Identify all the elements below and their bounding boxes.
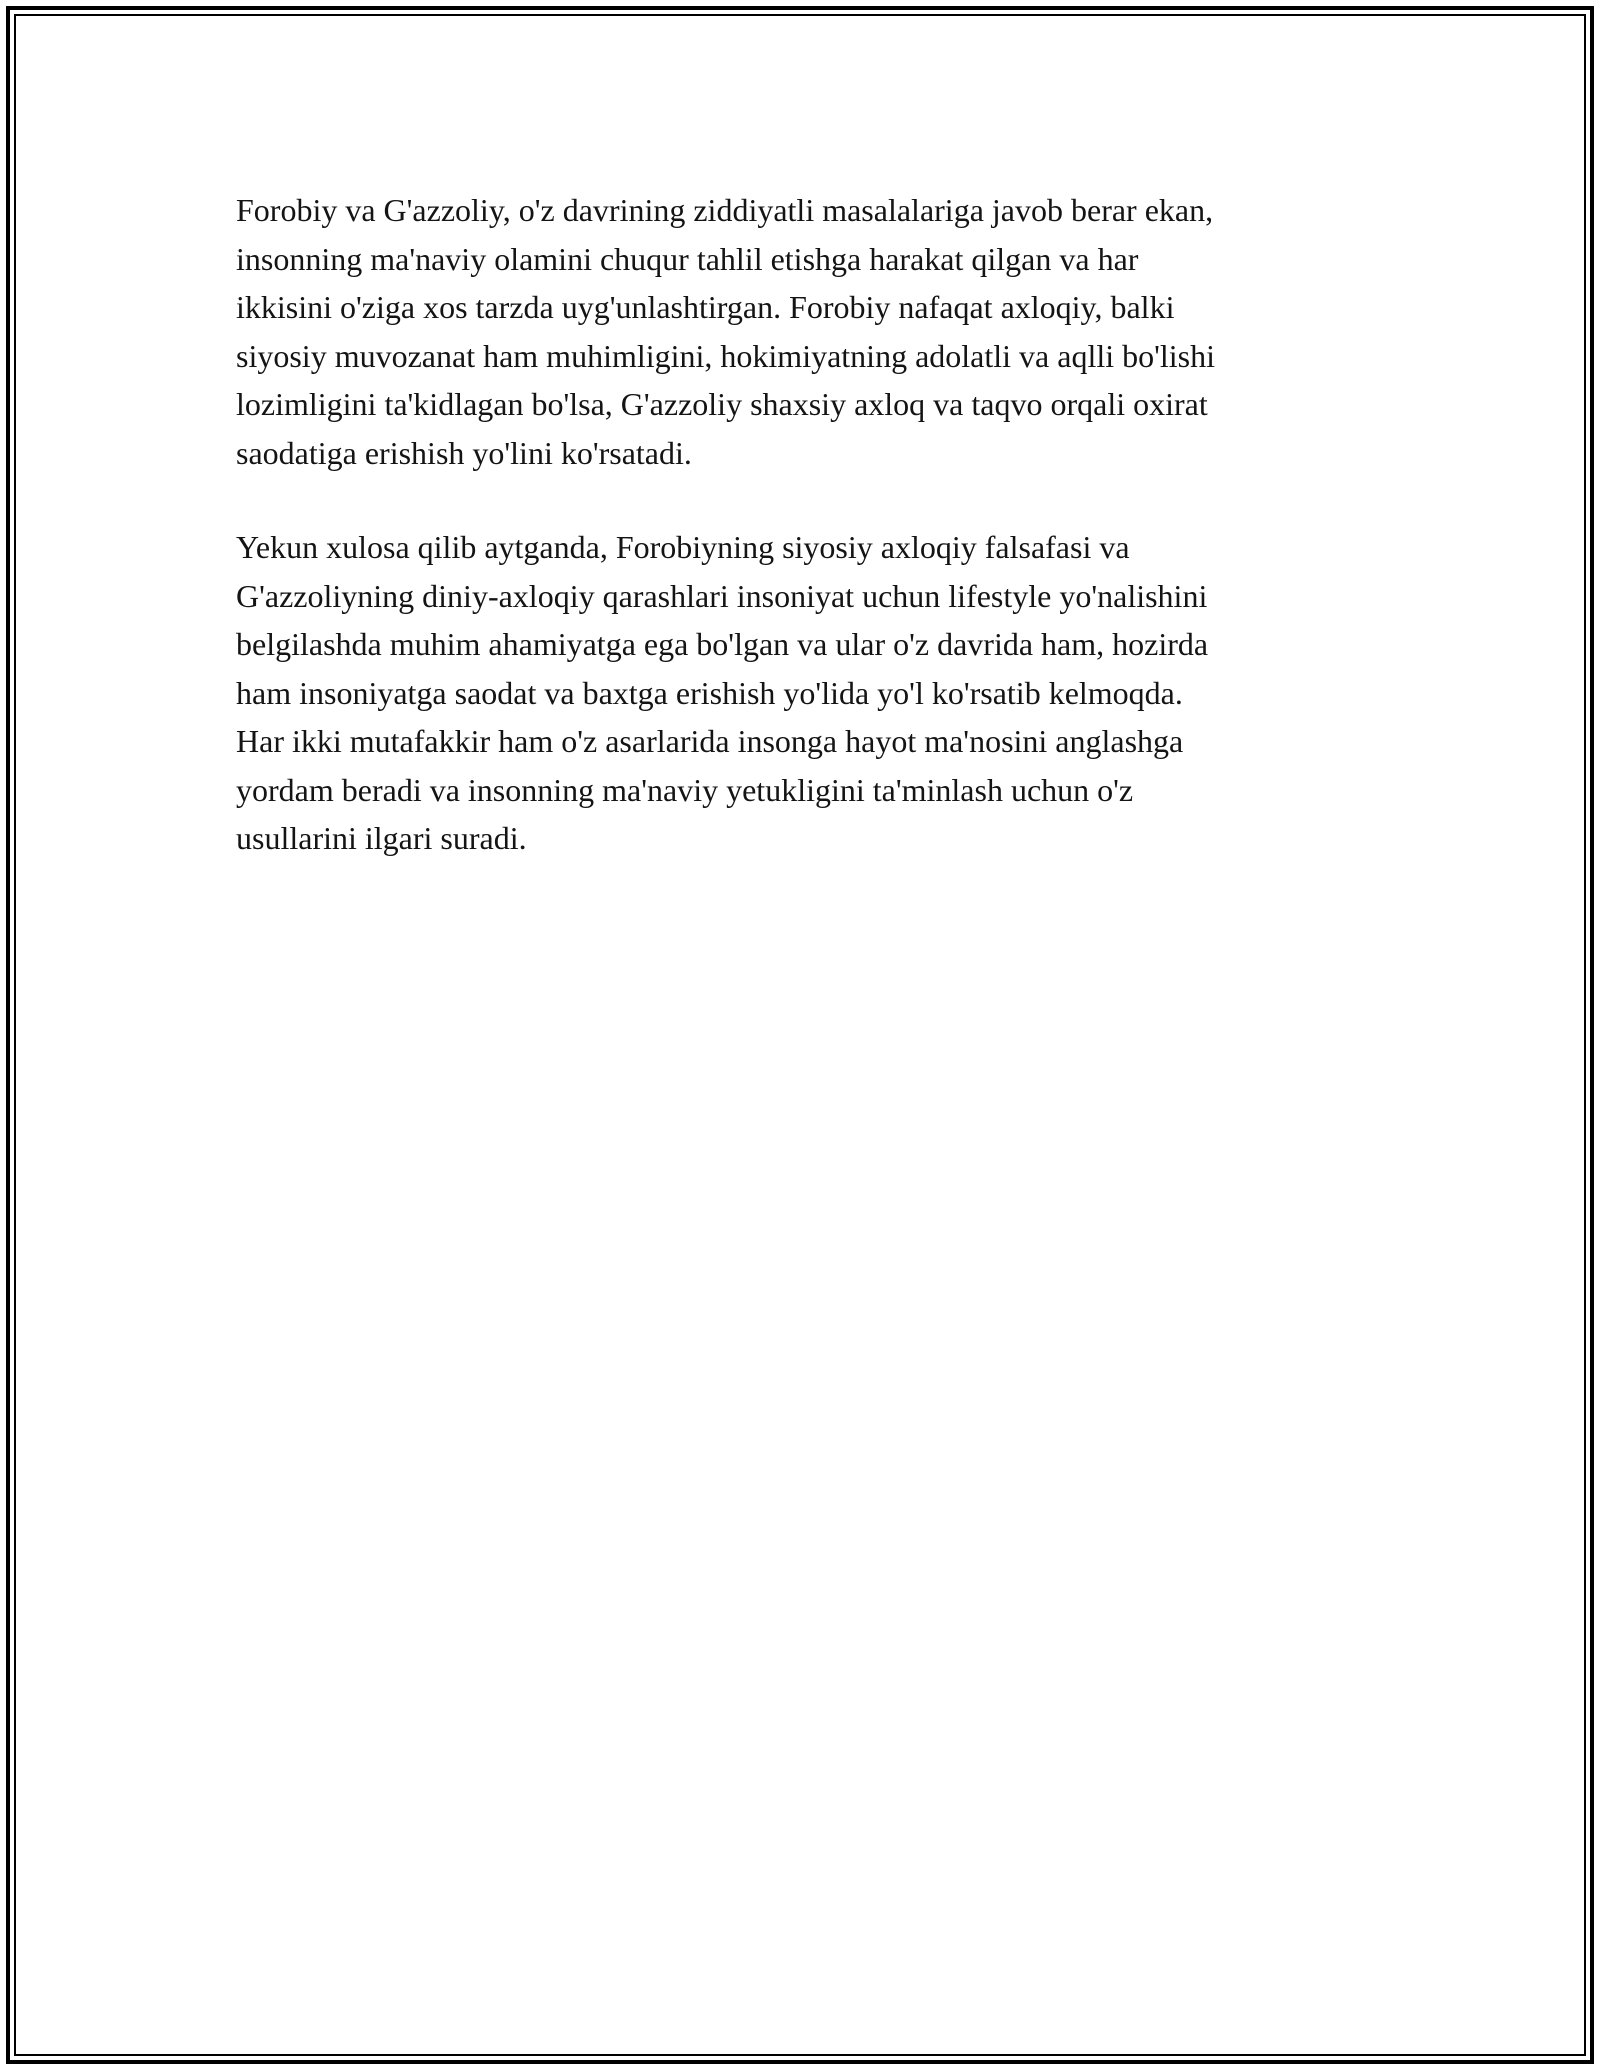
text-line: belgilashda muhim ahamiyatga ega bo'lgan va ular o'z davrida ham, hozirda <box>236 626 1209 662</box>
text-line: yordam beradi va insonning ma'naviy yetukligini ta'minlash uchun o'z <box>236 771 1134 808</box>
paragraph-spacing <box>236 477 1366 523</box>
document-body <box>236 186 1366 863</box>
text-line: Forobiy va G'azzoliy, o'z davrining ziddiyatli masalalariga javob berar ekan, <box>236 192 1214 228</box>
text-line: G'azzoliyning diniy-axloqiy qarashlari insoniyat uchun lifestyle yo'nalishini <box>236 577 1208 614</box>
text-line: ikkisini o'ziga xos tarzda uyg'unlashtirgan. Forobiy nafaqat axloqiy, balki <box>236 289 1175 325</box>
paragraph-2 <box>236 523 1366 863</box>
text-line: lozimligini ta'kidlagan bo'lsa, G'azzoliy shaxsiy axloq va taqvo orqali oxirat <box>236 386 1208 422</box>
paragraph-1 <box>236 186 1366 477</box>
text-line: siyosiy muvozanat ham muhimligini, hokimiyatning adolatli va aqlli bo'lishi <box>236 337 1215 374</box>
text-line: ham insoniyatga saodat va baxtga erishish yo'lida yo'l ko'rsatib kelmoqda. <box>236 674 1183 711</box>
text-line: saodatiga erishish yo'lini ko'rsatadi. <box>236 434 692 471</box>
text-line: insonning ma'naviy olamini chuqur tahlil etishga harakat qilgan va har <box>236 240 1139 277</box>
text-line: usullarini ilgari suradi. <box>236 820 527 856</box>
text-line: Har ikki mutafakkir ham o'z asarlarida insonga hayot ma'nosini anglashga <box>236 723 1184 759</box>
text-line: Yekun xulosa qilib aytganda, Forobiyning siyosiy axloqiy falsafasi va <box>236 529 1130 565</box>
